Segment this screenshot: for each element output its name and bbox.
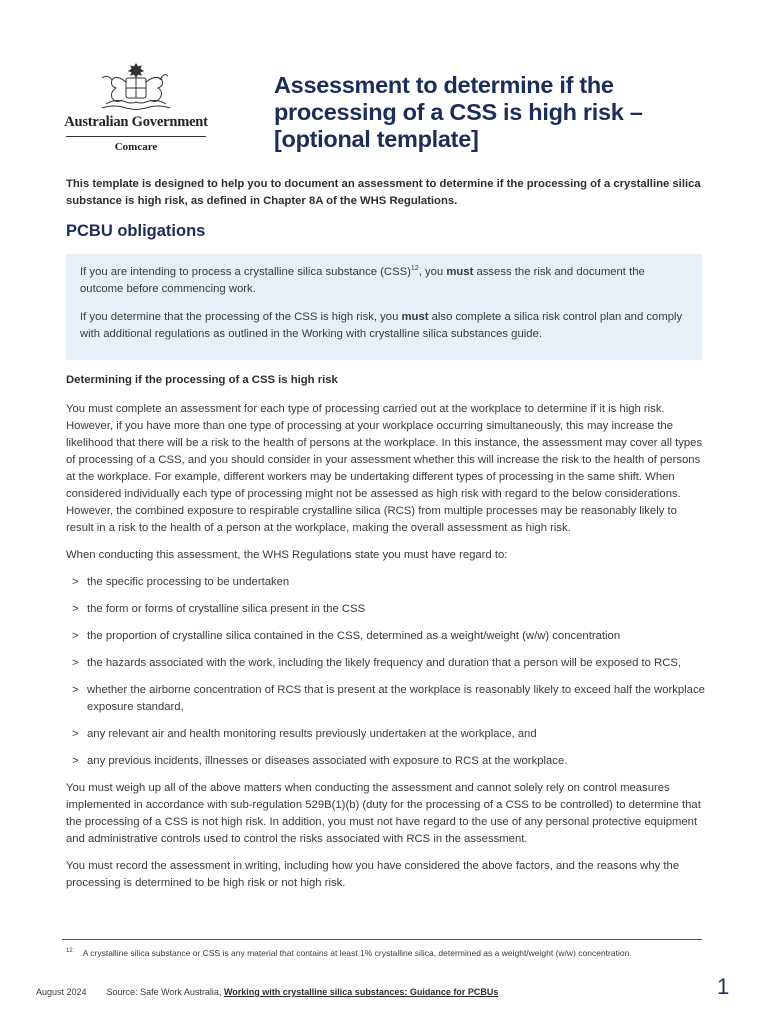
title-line-3: [optional template] bbox=[274, 126, 479, 152]
list-item-text: the specific processing to be undertaken bbox=[87, 576, 290, 588]
chevron-right-icon: > bbox=[72, 728, 79, 740]
chevron-right-icon: > bbox=[72, 755, 79, 767]
page-number: 1 bbox=[717, 974, 730, 999]
list-item bbox=[66, 655, 706, 672]
callout-text: , you bbox=[418, 266, 447, 278]
list-item bbox=[66, 753, 706, 770]
subheading: Determining if the processing of a CSS is high risk bbox=[66, 374, 338, 386]
section-heading: PCBU obligations bbox=[66, 222, 206, 240]
list-item bbox=[66, 726, 706, 743]
chevron-right-icon: > bbox=[72, 603, 79, 615]
paragraph-3: You must weigh up all of the above matters when conducting the assessment and cannot solely rely on control measures implemented in accordance with sub-regulation 529B(1)(b) (duty for the processing of a CSS to be controlled) to determine that the processing of a CSS is not high risk. In addition, you must not have regard to the use of any personal protective equipment and administrative controls used to control the risks associated with RCS in the assessment. bbox=[66, 782, 701, 845]
title-line-1: Assessment to determine if the bbox=[274, 72, 614, 98]
logo-agency-name: Comcare bbox=[114, 141, 158, 153]
callout-paragraph-2 bbox=[80, 309, 688, 343]
emphasis-must: must bbox=[446, 266, 474, 278]
list-item-text: any previous incidents, illnesses or diseases associated with exposure to RCS at the workplace. bbox=[87, 755, 568, 767]
callout-text: If you determine that the processing of the CSS is high risk, you bbox=[80, 311, 402, 323]
list-item-text: any relevant air and health monitoring results previously undertaken at the workplace, and bbox=[87, 728, 537, 740]
footnote-divider bbox=[62, 939, 702, 940]
footnote-text: A crystalline silica substance or CSS is any material that contains at least 1% crystalline silica, determined as a weight/weight (w/w) concentration. bbox=[82, 948, 632, 958]
callout-text: If you are intending to process a crystalline silica substance (CSS) bbox=[80, 266, 411, 278]
page-footer bbox=[36, 986, 498, 998]
emphasis-must: must bbox=[401, 311, 429, 323]
page-title bbox=[274, 72, 714, 153]
intro-text: This template is designed to help you to document an assessment to determine if the processing of a crystalline silica substance is high risk, as defined in Chapter 8A of the WHS Regulations. bbox=[66, 178, 701, 207]
list-item-text: the proportion of crystalline silica contained in the CSS, determined as a weight/weight (w/w) concentration bbox=[87, 630, 621, 642]
chevron-right-icon: > bbox=[72, 576, 79, 588]
list-item-text: the hazards associated with the work, including the likely frequency and duration that a person will be exposed to RCS, bbox=[87, 657, 682, 669]
list-item bbox=[66, 574, 706, 591]
footnote-number: 12 bbox=[66, 948, 73, 955]
list-item bbox=[66, 628, 706, 645]
list-item bbox=[66, 601, 706, 618]
callout-text: assess the risk and document the outcome before commencing work. bbox=[80, 266, 645, 295]
considerations-list bbox=[66, 574, 706, 770]
list-item bbox=[66, 682, 706, 716]
source-guide-link[interactable]: Working with crystalline silica substances: Guidance for PCBUs bbox=[223, 987, 499, 997]
chevron-right-icon: > bbox=[72, 684, 79, 696]
obligations-callout bbox=[66, 254, 702, 360]
list-item-text: the form or forms of crystalline silica present in the CSS bbox=[87, 603, 366, 615]
callout-paragraph-1 bbox=[80, 264, 688, 298]
chevron-right-icon: > bbox=[72, 657, 79, 669]
chevron-right-icon: > bbox=[72, 630, 79, 642]
paragraph-1: You must complete an assessment for each type of processing carried out at the workplace to determine if it is high risk. However, if you have more than one type of processing at your workplace occurring simultaneously, this may increase the likelihood that there will be a risk to the health of persons at the workplace. In this instance, the assessment may cover all types of processing of a CSS, and you should consider in your assessment whether this will increase the risk to the health of persons at the workplace. For example, different workers may be undertaking different types of processing in the same shift. When considered individually each type of processing might not be assessed as high risk with regard to the below considerations. However, the combined exposure to respirable crystalline silica (RCS) from multiple processes may be reasonably likely to result in a risk to the health of a person at the workplace, making the overall assessment as high risk. bbox=[66, 403, 703, 534]
title-line-2: processing of a CSS is high risk – bbox=[274, 99, 643, 125]
coat-of-arms-icon bbox=[96, 60, 176, 112]
footnote bbox=[66, 947, 706, 959]
footer-date: August 2024 bbox=[36, 987, 87, 997]
list-item-text: whether the airborne concentration of RCS that is present at the workplace is reasonably likely to exceed half the workplace exposure standard, bbox=[87, 684, 705, 713]
logo-divider bbox=[66, 136, 206, 137]
callout-text: also complete a silica risk control plan and comply with additional regulations as outlined in the Working with crystalline silica substances guide. bbox=[80, 311, 683, 340]
main-content bbox=[66, 372, 706, 902]
footnote-ref: 12 bbox=[410, 265, 419, 273]
paragraph-4: You must record the assessment in writing, including how you have considered the above factors, and the reasons why the processing is determined to be high risk or not high risk. bbox=[66, 860, 680, 889]
government-logo bbox=[62, 60, 210, 153]
footer-source-prefix: Source: Safe Work Australia, bbox=[106, 987, 224, 997]
logo-org-name: Australian Government bbox=[64, 114, 208, 130]
paragraph-2: When conducting this assessment, the WHS Regulations state you must have regard to: bbox=[66, 549, 508, 561]
